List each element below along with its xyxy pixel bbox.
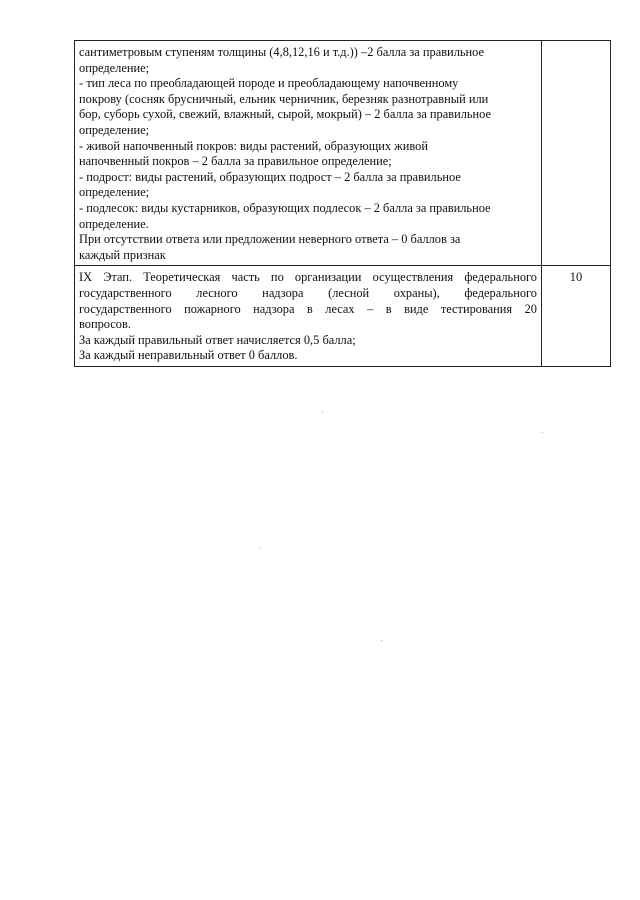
text-line: определение; [79, 60, 150, 75]
text-line: государственного лесного надзора (лесной охраны), федерального [79, 285, 537, 300]
score-cell [542, 41, 611, 266]
text-line: - подлесок: виды кустарников, образующих подлесок – 2 балла за правильное [79, 200, 491, 215]
scan-speck [381, 640, 382, 641]
criteria-cell [75, 266, 542, 367]
text-line: напочвенный покров – 2 балла за правильное определение; [79, 154, 392, 169]
scan-speck [542, 432, 543, 433]
text-line: При отсутствии ответа или предложении неверного ответа – 0 баллов за [79, 232, 461, 247]
table-row [75, 266, 611, 367]
text-line: каждый признак [79, 247, 166, 262]
text-line: определение; [79, 122, 150, 137]
text-line: определение. [79, 216, 149, 231]
table-row [75, 41, 611, 266]
text-line: сантиметровым ступеням толщины (4,8,12,16 и т.д.)) –2 балла за правильное [79, 45, 484, 59]
text-line: определение; [79, 185, 150, 200]
scan-speck [322, 411, 323, 412]
text-line: За каждый неправильный ответ 0 баллов. [79, 348, 298, 363]
score-cell: 10 [542, 266, 611, 367]
criteria-cell [75, 41, 542, 266]
document-page [74, 40, 608, 367]
text-line: - подрост: виды растений, образующих подрост – 2 балла за правильное [79, 169, 461, 184]
text-line: - живой напочвенный покров: виды растений, образующих живой [79, 138, 428, 153]
text-line: покрову (сосняк брусничный, ельник черничник, березняк разнотравный или [79, 91, 489, 106]
text-line: - тип леса по преобладающей породе и преобладающему напочвенному [79, 76, 459, 91]
scan-speck [260, 548, 261, 549]
scoring-table [74, 40, 611, 367]
text-line: государственного пожарного надзора в лесах – в виде тестирования 20 [79, 301, 537, 316]
text-line: вопросов. [79, 317, 131, 332]
text-line: За каждый правильный ответ начисляется 0,5 балла; [79, 332, 356, 347]
text-line: бор, суборь сухой, свежий, влажный, сырой, мокрый) – 2 балла за правильное [79, 107, 492, 122]
text-line: IX Этап. Теоретическая часть по организации осуществления федерального [79, 270, 537, 285]
